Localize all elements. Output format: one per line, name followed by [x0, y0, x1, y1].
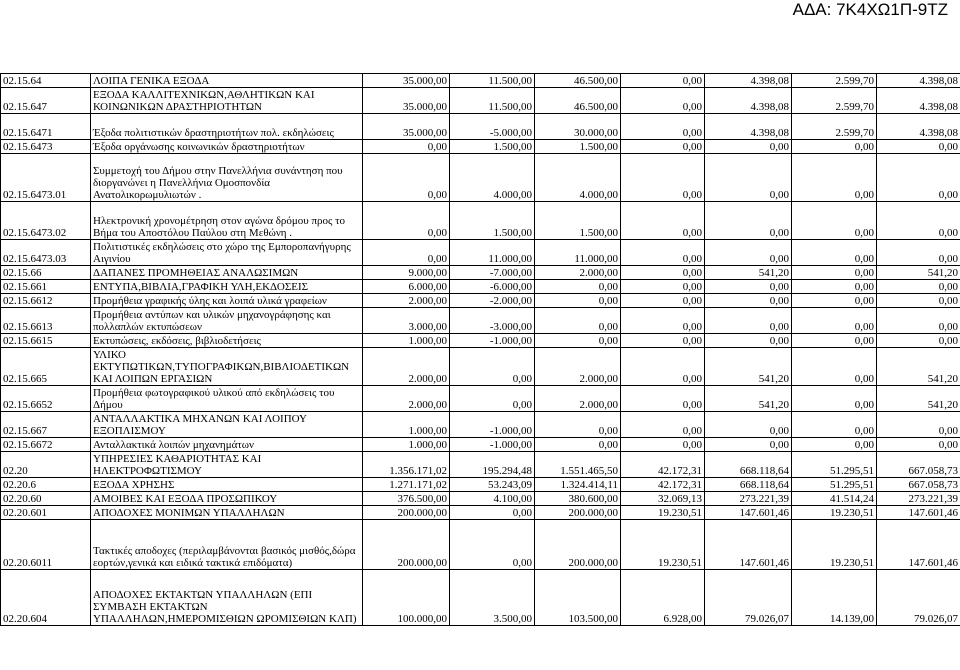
- col-6-cell: 0,00: [792, 348, 877, 386]
- committed-cell: 42.172,31: [621, 452, 705, 478]
- approved-budget-cell: 376.500,00: [363, 492, 450, 506]
- col-6-cell: 51.295,51: [792, 452, 877, 478]
- change-cell: -6.000,00: [450, 280, 535, 294]
- change-cell: -2.000,00: [450, 294, 535, 308]
- table-row: [1, 266, 960, 280]
- account-code-cell: 02.20.6011: [1, 520, 91, 570]
- budget-table-body: [1, 74, 960, 626]
- account-description-cell: ΛΟΙΠΑ ΓΕΝΙΚΑ ΕΞΟΔΑ: [91, 74, 363, 88]
- approved-budget-cell: 1.356.171,02: [363, 452, 450, 478]
- col-6-cell: 41.514,24: [792, 492, 877, 506]
- approved-budget-cell: 1.271.171,02: [363, 478, 450, 492]
- committed-cell: 32.069,13: [621, 492, 705, 506]
- table-row: [1, 386, 960, 412]
- committed-cell: 0,00: [621, 74, 705, 88]
- account-code-cell: 02.15.6473.02: [1, 202, 91, 240]
- col-7-cell: 4.398,08: [877, 88, 960, 114]
- account-description-cell: Τακτικές αποδοχες (περιλαμβάνονται βασικός μισθός,δώρα εορτών,γενικά και ειδικά τακτικά επιδόματα): [91, 520, 363, 570]
- ada-document-id: ΑΔΑ: 7Κ4ΧΩ1Π-9ΤΖ: [792, 0, 948, 19]
- account-description-cell: Πολιτιστικές εκδηλώσεις στο χώρο της Εμπoροπανήγυρης Αιγινίου: [91, 240, 363, 266]
- account-description-cell: ΕΝΤΥΠΑ,ΒΙΒΛΙΑ,ΓΡΑΦΙΚΗ ΥΛΗ,ΕΚΔΟΣΕΙΣ: [91, 280, 363, 294]
- approved-budget-cell: 35.000,00: [363, 74, 450, 88]
- account-code-cell: 02.20.60: [1, 492, 91, 506]
- col-7-cell: 4.398,08: [877, 74, 960, 88]
- account-description-cell: ΥΠΗΡΕΣΙΕΣ ΚΑΘΑΡΙΟΤΗΤΑΣ ΚΑΙ ΗΛΕΚΤΡΟΦΩΤΙΣΜΟΥ: [91, 452, 363, 478]
- approved-budget-cell: 6.000,00: [363, 280, 450, 294]
- committed-cell: 0,00: [621, 88, 705, 114]
- paid-cell: 0,00: [705, 412, 792, 438]
- col-6-cell: 0,00: [792, 140, 877, 154]
- change-cell: 3.500,00: [450, 570, 535, 626]
- change-cell: 1.500,00: [450, 202, 535, 240]
- approved-budget-cell: 35.000,00: [363, 88, 450, 114]
- col-7-cell: 4.398,08: [877, 114, 960, 140]
- account-description-cell: Προμήθεια γραφικής ύλης και λοιπά υλικά γραφείων: [91, 294, 363, 308]
- approved-budget-cell: 3.000,00: [363, 308, 450, 334]
- account-code-cell: 02.15.6613: [1, 308, 91, 334]
- committed-cell: 0,00: [621, 412, 705, 438]
- change-cell: 4.100,00: [450, 492, 535, 506]
- final-budget-cell: 1.324.414,11: [535, 478, 621, 492]
- paid-cell: 0,00: [705, 240, 792, 266]
- table-row: [1, 452, 960, 478]
- col-7-cell: 0,00: [877, 154, 960, 202]
- col-7-cell: 0,00: [877, 294, 960, 308]
- committed-cell: 0,00: [621, 140, 705, 154]
- account-code-cell: 02.15.667: [1, 412, 91, 438]
- col-7-cell: 541,20: [877, 348, 960, 386]
- approved-budget-cell: 9.000,00: [363, 266, 450, 280]
- final-budget-cell: 0,00: [535, 308, 621, 334]
- account-code-cell: 02.15.647: [1, 88, 91, 114]
- change-cell: 0,00: [450, 348, 535, 386]
- col-7-cell: 147.601,46: [877, 520, 960, 570]
- approved-budget-cell: 0,00: [363, 202, 450, 240]
- paid-cell: 273.221,39: [705, 492, 792, 506]
- table-row: [1, 294, 960, 308]
- change-cell: -1.000,00: [450, 334, 535, 348]
- committed-cell: 0,00: [621, 334, 705, 348]
- committed-cell: 0,00: [621, 280, 705, 294]
- table-row: [1, 114, 960, 140]
- committed-cell: 0,00: [621, 348, 705, 386]
- col-7-cell: 667.058,73: [877, 452, 960, 478]
- paid-cell: 0,00: [705, 308, 792, 334]
- change-cell: 0,00: [450, 506, 535, 520]
- change-cell: -5.000,00: [450, 114, 535, 140]
- committed-cell: 0,00: [621, 114, 705, 140]
- account-code-cell: 02.15.6473: [1, 140, 91, 154]
- paid-cell: 541,20: [705, 386, 792, 412]
- account-description-cell: ΥΛΙΚΟ ΕΚΤΥΠΩΤΙΚΩΝ,ΤΥΠΟΓΡΑΦΙΚΩΝ,ΒΙΒΛΙΟΔΕΤΙΚΩΝ ΚΑΙ ΛΟΙΠΩΝ ΕΡΓΑΣΙΩΝ: [91, 348, 363, 386]
- col-6-cell: 2.599,70: [792, 114, 877, 140]
- final-budget-cell: 46.500,00: [535, 88, 621, 114]
- paid-cell: 79.026,07: [705, 570, 792, 626]
- change-cell: -7.000,00: [450, 266, 535, 280]
- approved-budget-cell: 200.000,00: [363, 520, 450, 570]
- final-budget-cell: 0,00: [535, 412, 621, 438]
- account-code-cell: 02.15.64: [1, 74, 91, 88]
- paid-cell: 541,20: [705, 348, 792, 386]
- table-row: [1, 478, 960, 492]
- paid-cell: 0,00: [705, 140, 792, 154]
- account-description-cell: ΑΜΟΙΒΕΣ ΚΑΙ ΕΞΟΔΑ ΠΡΟΣΩΠΙΚΟΥ: [91, 492, 363, 506]
- final-budget-cell: 2.000,00: [535, 348, 621, 386]
- committed-cell: 0,00: [621, 266, 705, 280]
- approved-budget-cell: 200.000,00: [363, 506, 450, 520]
- final-budget-cell: 2.000,00: [535, 266, 621, 280]
- account-description-cell: ΕΞΟΔΑ ΧΡΗΣΗΣ: [91, 478, 363, 492]
- col-7-cell: 147.601,46: [877, 506, 960, 520]
- budget-table: [0, 73, 960, 626]
- change-cell: 1.500,00: [450, 140, 535, 154]
- account-code-cell: 02.15.661: [1, 280, 91, 294]
- final-budget-cell: 4.000,00: [535, 154, 621, 202]
- approved-budget-cell: 1.000,00: [363, 334, 450, 348]
- account-code-cell: 02.15.6672: [1, 438, 91, 452]
- committed-cell: 0,00: [621, 438, 705, 452]
- change-cell: 11.500,00: [450, 88, 535, 114]
- account-code-cell: 02.15.6612: [1, 294, 91, 308]
- committed-cell: 0,00: [621, 154, 705, 202]
- final-budget-cell: 0,00: [535, 294, 621, 308]
- paid-cell: 541,20: [705, 266, 792, 280]
- committed-cell: 6.928,00: [621, 570, 705, 626]
- final-budget-cell: 1.500,00: [535, 202, 621, 240]
- committed-cell: 0,00: [621, 202, 705, 240]
- table-row: [1, 438, 960, 452]
- change-cell: 0,00: [450, 386, 535, 412]
- account-description-cell: Προμήθεια αντύπων και υλικών μηχανογράφησης και πολλαπλών εκτυπώσεων: [91, 308, 363, 334]
- col-6-cell: 0,00: [792, 438, 877, 452]
- table-row: [1, 202, 960, 240]
- approved-budget-cell: 1.000,00: [363, 412, 450, 438]
- account-description-cell: ΑΠΟΔΟΧΕΣ ΜΟΝΙΜΩΝ ΥΠΑΛΛΗΛΩΝ: [91, 506, 363, 520]
- change-cell: -3.000,00: [450, 308, 535, 334]
- account-code-cell: 02.20.6: [1, 478, 91, 492]
- final-budget-cell: 0,00: [535, 334, 621, 348]
- account-code-cell: 02.15.6473.03: [1, 240, 91, 266]
- account-description-cell: Προμήθεια φωτογραφικού υλικού από εκδηλώσεις του Δήμου: [91, 386, 363, 412]
- table-row: [1, 280, 960, 294]
- paid-cell: 0,00: [705, 154, 792, 202]
- change-cell: 0,00: [450, 520, 535, 570]
- col-6-cell: 0,00: [792, 386, 877, 412]
- col-6-cell: 19.230,51: [792, 520, 877, 570]
- final-budget-cell: 1.500,00: [535, 140, 621, 154]
- account-description-cell: Συμμετοχή του Δήμου στην Πανελλήνια συνάντηση που διοργανώνει η Πανελλήνια Ομοσπονδία Ανατολικορωμυλιωτών .: [91, 154, 363, 202]
- account-code-cell: 02.20.601: [1, 506, 91, 520]
- change-cell: -1.000,00: [450, 438, 535, 452]
- approved-budget-cell: 2.000,00: [363, 348, 450, 386]
- change-cell: 195.294,48: [450, 452, 535, 478]
- final-budget-cell: 0,00: [535, 280, 621, 294]
- col-6-cell: 2.599,70: [792, 88, 877, 114]
- col-7-cell: 541,20: [877, 266, 960, 280]
- approved-budget-cell: 2.000,00: [363, 386, 450, 412]
- col-7-cell: 667.058,73: [877, 478, 960, 492]
- paid-cell: 4.398,08: [705, 114, 792, 140]
- table-row: [1, 348, 960, 386]
- final-budget-cell: 0,00: [535, 438, 621, 452]
- committed-cell: 0,00: [621, 294, 705, 308]
- col-6-cell: 2.599,70: [792, 74, 877, 88]
- col-6-cell: 0,00: [792, 412, 877, 438]
- committed-cell: 19.230,51: [621, 506, 705, 520]
- col-7-cell: 0,00: [877, 280, 960, 294]
- col-7-cell: 0,00: [877, 412, 960, 438]
- col-6-cell: 14.139,00: [792, 570, 877, 626]
- change-cell: -1.000,00: [450, 412, 535, 438]
- approved-budget-cell: 35.000,00: [363, 114, 450, 140]
- table-row: [1, 570, 960, 626]
- paid-cell: 0,00: [705, 294, 792, 308]
- col-7-cell: 541,20: [877, 386, 960, 412]
- account-description-cell: Ανταλλακτικά λοιπών μηχανημάτων: [91, 438, 363, 452]
- final-budget-cell: 103.500,00: [535, 570, 621, 626]
- change-cell: 4.000,00: [450, 154, 535, 202]
- account-description-cell: ΔΑΠΑΝΕΣ ΠΡΟΜΗΘΕΙΑΣ ΑΝΑΛΩΣΙΜΩΝ: [91, 266, 363, 280]
- final-budget-cell: 200.000,00: [535, 520, 621, 570]
- account-description-cell: Εκτυπώσεις, εκδόσεις, βιβλιοδετήσεις: [91, 334, 363, 348]
- table-row: [1, 88, 960, 114]
- table-row: [1, 506, 960, 520]
- final-budget-cell: 380.600,00: [535, 492, 621, 506]
- final-budget-cell: 46.500,00: [535, 74, 621, 88]
- col-6-cell: 51.295,51: [792, 478, 877, 492]
- account-code-cell: 02.15.6615: [1, 334, 91, 348]
- committed-cell: 19.230,51: [621, 520, 705, 570]
- col-6-cell: 0,00: [792, 280, 877, 294]
- change-cell: 11.000,00: [450, 240, 535, 266]
- paid-cell: 147.601,46: [705, 506, 792, 520]
- final-budget-cell: 30.000,00: [535, 114, 621, 140]
- approved-budget-cell: 2.000,00: [363, 294, 450, 308]
- table-row: [1, 520, 960, 570]
- change-cell: 11.500,00: [450, 74, 535, 88]
- account-description-cell: Έξοδα οργάνωσης κοινωνικών δραστηριοτήτων: [91, 140, 363, 154]
- account-code-cell: 02.20.604: [1, 570, 91, 626]
- col-7-cell: 0,00: [877, 438, 960, 452]
- account-description-cell: Έξοδα πολιτιστικών δραστηριοτήτων πολ. εκδηλώσεις: [91, 114, 363, 140]
- paid-cell: 0,00: [705, 202, 792, 240]
- account-code-cell: 02.15.6652: [1, 386, 91, 412]
- account-code-cell: 02.15.66: [1, 266, 91, 280]
- col-6-cell: 0,00: [792, 202, 877, 240]
- table-row: [1, 308, 960, 334]
- account-description-cell: Ηλεκτρονική χρονομέτρηση στον αγώνα δρόμου προς το Βήμα του Αποστόλου Παύλου στη Μεθώνη .: [91, 202, 363, 240]
- paid-cell: 0,00: [705, 438, 792, 452]
- col-6-cell: 0,00: [792, 266, 877, 280]
- committed-cell: 0,00: [621, 308, 705, 334]
- table-row: [1, 140, 960, 154]
- account-code-cell: 02.15.6471: [1, 114, 91, 140]
- approved-budget-cell: 1.000,00: [363, 438, 450, 452]
- col-6-cell: 0,00: [792, 154, 877, 202]
- col-6-cell: 0,00: [792, 308, 877, 334]
- col-7-cell: 0,00: [877, 308, 960, 334]
- committed-cell: 0,00: [621, 240, 705, 266]
- account-code-cell: 02.15.6473.01: [1, 154, 91, 202]
- table-row: [1, 412, 960, 438]
- final-budget-cell: 200.000,00: [535, 506, 621, 520]
- col-6-cell: 0,00: [792, 334, 877, 348]
- col-7-cell: 0,00: [877, 240, 960, 266]
- col-7-cell: 0,00: [877, 202, 960, 240]
- col-6-cell: 0,00: [792, 294, 877, 308]
- paid-cell: 4.398,08: [705, 74, 792, 88]
- paid-cell: 4.398,08: [705, 88, 792, 114]
- paid-cell: 0,00: [705, 334, 792, 348]
- account-code-cell: 02.15.665: [1, 348, 91, 386]
- col-7-cell: 79.026,07: [877, 570, 960, 626]
- table-row: [1, 154, 960, 202]
- col-7-cell: 273.221,39: [877, 492, 960, 506]
- col-6-cell: 0,00: [792, 240, 877, 266]
- change-cell: 53.243,09: [450, 478, 535, 492]
- account-code-cell: 02.20: [1, 452, 91, 478]
- col-7-cell: 0,00: [877, 334, 960, 348]
- approved-budget-cell: 0,00: [363, 240, 450, 266]
- approved-budget-cell: 100.000,00: [363, 570, 450, 626]
- committed-cell: 42.172,31: [621, 478, 705, 492]
- col-7-cell: 0,00: [877, 140, 960, 154]
- paid-cell: 0,00: [705, 280, 792, 294]
- table-row: [1, 74, 960, 88]
- col-6-cell: 19.230,51: [792, 506, 877, 520]
- final-budget-cell: 1.551.465,50: [535, 452, 621, 478]
- approved-budget-cell: 0,00: [363, 140, 450, 154]
- account-description-cell: ΕΞΟΔΑ ΚΑΛΛΙΤΕΧΝΙΚΩΝ,ΑΘΛΗΤΙΚΩΝ ΚΑΙ ΚΟΙΝΩΝΙΚΩΝ ΔΡΑΣΤΗΡΙΟΤΗΤΩΝ: [91, 88, 363, 114]
- paid-cell: 668.118,64: [705, 478, 792, 492]
- account-description-cell: ΑΠΟΔΟΧΕΣ ΕΚΤΑΚΤΩΝ ΥΠΑΛΛΗΛΩΝ (ΕΠΙ ΣΥΜΒΑΣΗ ΕΚΤΑΚΤΩΝ ΥΠΑΛΛΗΛΩΝ,ΗΜΕΡΟΜΙΣΘΙΩΝ ΩΡΟΜΙΣΘΙΩΝ ΚΛΠ): [91, 570, 363, 626]
- paid-cell: 147.601,46: [705, 520, 792, 570]
- committed-cell: 0,00: [621, 386, 705, 412]
- table-row: [1, 240, 960, 266]
- table-row: [1, 334, 960, 348]
- paid-cell: 668.118,64: [705, 452, 792, 478]
- approved-budget-cell: 0,00: [363, 154, 450, 202]
- table-row: [1, 492, 960, 506]
- final-budget-cell: 2.000,00: [535, 386, 621, 412]
- account-description-cell: ΑΝΤΑΛΛΑΚΤΙΚΑ ΜΗΧΑΝΩΝ ΚΑΙ ΛΟΙΠΟΥ ΕΞΟΠΛΙΣΜΟΥ: [91, 412, 363, 438]
- final-budget-cell: 11.000,00: [535, 240, 621, 266]
